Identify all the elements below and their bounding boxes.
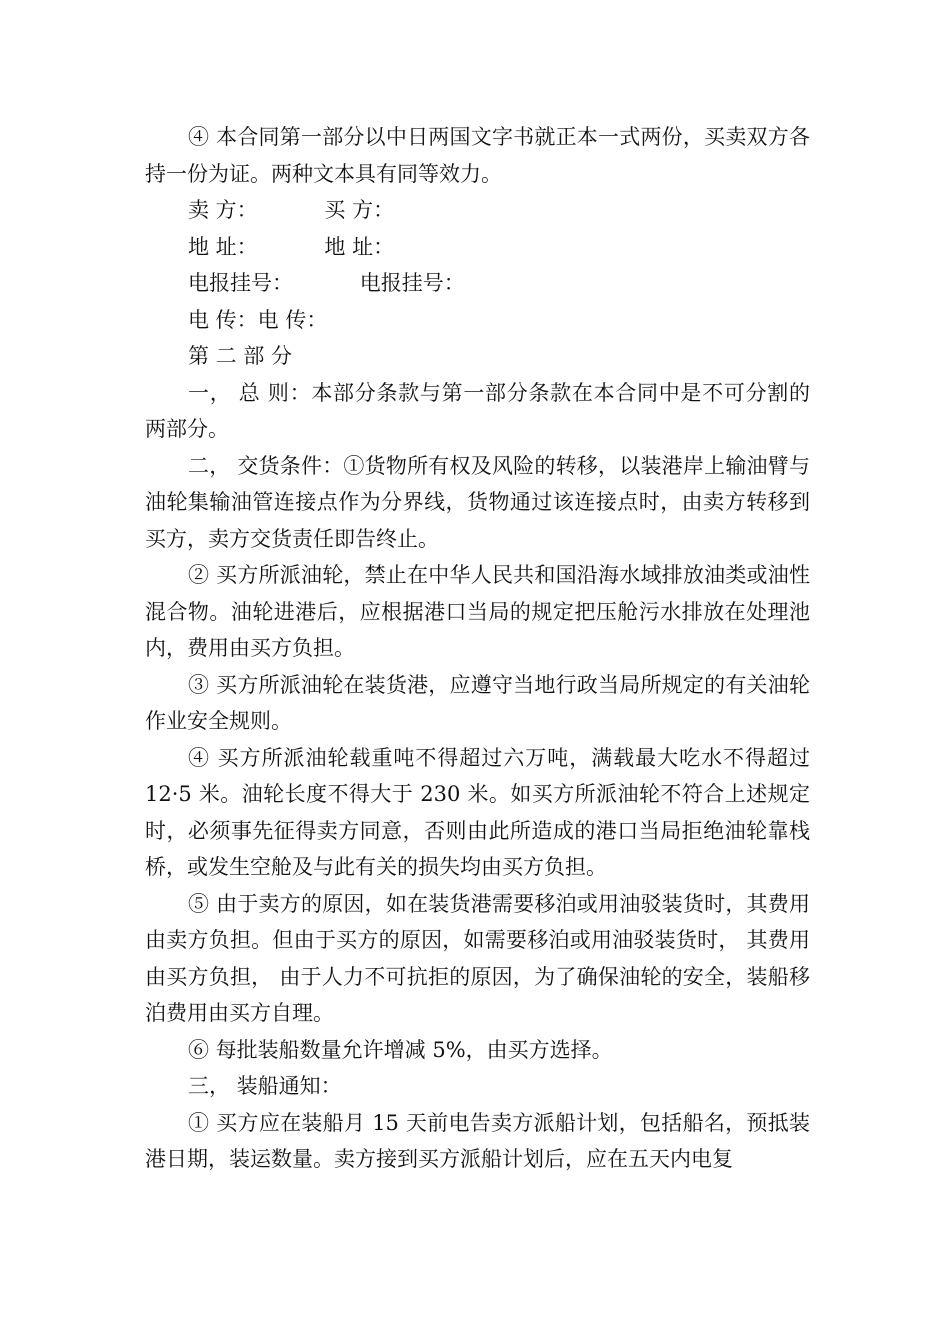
paragraph-shipment-notice: ① 买方应在装船月 15 天前电告卖方派船计划，包括船名，预抵装港日期，装运数量。卖方接到买方派船计划后，应在五天内电复 bbox=[145, 1110, 810, 1171]
paragraph-safety-rules: ③ 买方所派油轮在装货港，应遵守当地行政当局所规定的有关油轮作业安全规则。 bbox=[145, 672, 810, 733]
paragraph-discharge-ban: ② 买方所派油轮，禁止在中华人民共和国沿海水域排放油类或油性混合物。油轮进港后，应根据港口当局的规定把压舱污水排放在处理池内，费用由买方负担。 bbox=[145, 563, 810, 660]
paragraph-delivery-conditions: 二， 交货条件：①货物所有权及风险的转移，以装港岸上输油臂与油轮集输油管连接点作为分界线，货物通过该连接点时，由卖方转移到买方，卖方交货责任即告终止。 bbox=[145, 453, 810, 551]
section-heading-part-two: 第 二 部 分 bbox=[188, 344, 293, 368]
contract-text bbox=[145, 119, 810, 1178]
paragraph-tanker-limits: ④ 买方所派油轮载重吨不得超过六万吨，满载最大吃水不得超过 12·5 米。油轮长度不得大于 230 米。如买方所派油轮不符合上述规定时，必须事先征得卖方同意，否则由此所造成的港口当局拒绝油轮靠栈桥，或发生空舱及与此有关的损失均由买方负担。 bbox=[145, 745, 810, 879]
paragraph-telex: 电 传：电 传： bbox=[188, 307, 328, 332]
paragraph-general-principles: 一， 总 则：本部分条款与第一部分条款在本合同中是不可分割的两部分。 bbox=[145, 380, 810, 441]
paragraph-seller-buyer: 卖 方： 买 方： bbox=[188, 198, 395, 222]
paragraph-shifting-costs: ⑤ 由于卖方的原因，如在装货港需要移泊或用油驳装货时，其费用由卖方负担。但由于买方的原因，如需要移泊或用油驳装货时， 其费用由买方负担， 由于人力不可抗拒的原因，为了确保油轮的安全，装船移泊费用由买方自理。 bbox=[145, 891, 810, 1025]
paragraph-quantity-tolerance: ⑥ 每批装船数量允许增减 5%，由买方选择。 bbox=[188, 1037, 613, 1062]
paragraph-address: 地 址： 地 址： bbox=[188, 234, 395, 259]
section-heading-shipment-notice: 三， 装船通知： bbox=[188, 1074, 342, 1098]
paragraph-copies-clause: ④ 本合同第一部分以中日两国文字书就正本一式两份，买卖双方各持一份为证。两种文本具有同等效力。 bbox=[145, 125, 810, 186]
paragraph-cable-address: 电报挂号： 电报挂号： bbox=[188, 271, 465, 295]
